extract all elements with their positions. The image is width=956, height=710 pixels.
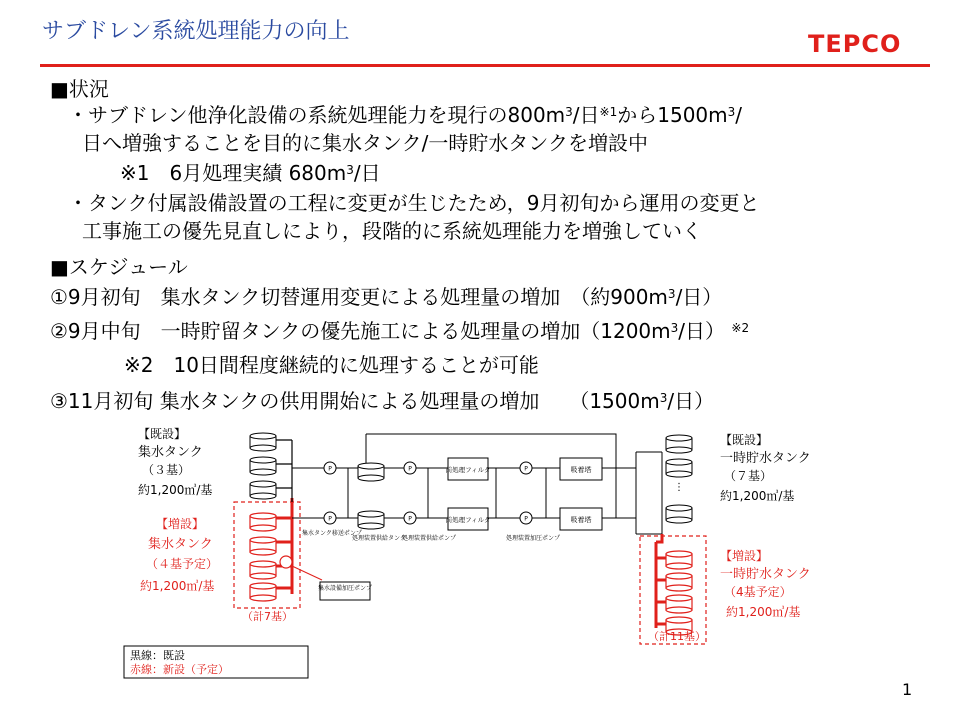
schedule-item-2: ②9月中旬 一時貯留タンクの優先施工による処理量の増加（$1200m^3/$日） $^{※2}$ (50, 319, 750, 343)
right-new-tag: 【増設】 (720, 549, 769, 563)
left-new-tanks (250, 513, 276, 601)
status-note1: ※1 6月処理実績 $680m^3/$日 (120, 161, 381, 185)
header-rule (40, 64, 930, 67)
status-bullet2-line2: 工事施工の優先見直しにより，段階的に系統処理能力を増強していく (82, 219, 702, 243)
right-existing-cap: 約1,200㎥/基 (720, 489, 795, 503)
left-new-tag: 【増設】 (156, 517, 205, 531)
schedule-note2: ※2 10日間程度継続的に処理することが可能 (124, 353, 539, 377)
svg-text:⋮: ⋮ (674, 482, 684, 493)
new-pump-icon (280, 556, 292, 568)
left-existing-count: （３基） (142, 463, 191, 477)
left-total: （計7基） (242, 610, 293, 623)
status-bullet2-line1: ・タンク付属設備設置の工程に変更が生じたため，9月初旬から運用の変更と (68, 191, 760, 215)
left-existing-tanks (250, 433, 276, 499)
left-new-count: （４基予定） (146, 557, 219, 571)
status-bullet1-line1: ・サブドレン他浄化設備の系統処理能力を現行の$800m^3/$日$^{※1}$から$1500m^3/$ (68, 103, 743, 127)
left-existing-name: 集水タンク (138, 445, 203, 460)
label-transfer-pump: 集水タンク移送ポンプ (302, 530, 362, 537)
left-existing-tag: 【既設】 (138, 427, 187, 441)
right-existing-tanks (666, 435, 692, 523)
right-existing-name: 一時貯水タンク (720, 451, 811, 466)
legend-black: 黒線：既設 (130, 649, 185, 662)
svg-text:吸着塔: 吸着塔 (570, 466, 592, 474)
right-total: （計11基） (648, 630, 706, 643)
right-new-cap: 約1,200㎥/基 (726, 605, 801, 619)
right-new-count: （4基予定） (724, 585, 792, 599)
right-new-tanks (666, 551, 692, 635)
left-new-name: 集水タンク (148, 537, 213, 552)
label-pressure-pump: 処理装置加圧ポンプ (506, 535, 561, 542)
left-existing-cap: 約1,200㎥/基 (138, 483, 213, 497)
system-flow-diagram: P 集水設備加圧ポンプ 前処理フィルタ 前処理フィルタ 吸着塔 吸着塔 集水タンク移送ポンプ 処理装置供給タンク 処理装置供給ポンプ 処理装置加圧ポンプ ⋮ 【既設】 集水タンク （３基） 約1,200㎥/基 【増設】 集水タンク （４基予定） 約1,200㎥/基 （計7基） 【既設】 一時貯水タンク （７基） 約1,200㎥/基 【増設】 一時貯水タンク （4基予定） 約1,200㎥/基 （計11基） 黒線：既設 赤線：新設（予定） (120, 421, 811, 676)
process-piping (338, 434, 662, 534)
right-existing-count: （７基） (724, 469, 773, 483)
label-supply-tank: 処理装置供給タンク (352, 535, 406, 542)
schedule-item-3: ③11月初旬 集水タンクの供用開始による処理量の増加 （$1500m^3/$日） (50, 389, 715, 413)
status-heading: ■状況 (50, 77, 109, 101)
schedule-item-1: ①9月初旬 集水タンク切替運用変更による処理量の増加 （約$900m^3/$日） (50, 285, 723, 309)
label-supply-pump: 処理装置供給ポンプ (402, 535, 457, 542)
svg-text:前処理フィルタ: 前処理フィルタ (445, 516, 491, 524)
right-existing-tag: 【既設】 (720, 433, 769, 447)
left-new-cap: 約1,200㎥/基 (140, 579, 215, 593)
svg-text:前処理フィルタ: 前処理フィルタ (445, 466, 491, 474)
tepco-logo: TEPCO (808, 30, 902, 58)
page-title: サブドレン系統処理能力の向上 (42, 19, 350, 44)
new-pump-label: 集水設備加圧ポンプ (317, 585, 373, 592)
right-new-name: 一時貯水タンク (720, 567, 811, 582)
legend-red: 赤線：新設（予定） (130, 663, 229, 676)
schedule-heading: ■スケジュール (50, 255, 188, 279)
page-number: 1 (902, 680, 913, 699)
svg-text:吸着塔: 吸着塔 (570, 516, 592, 524)
status-bullet1-line2: 日へ増強することを目的に集水タンク/一時貯水タンクを増設中 (82, 131, 648, 155)
